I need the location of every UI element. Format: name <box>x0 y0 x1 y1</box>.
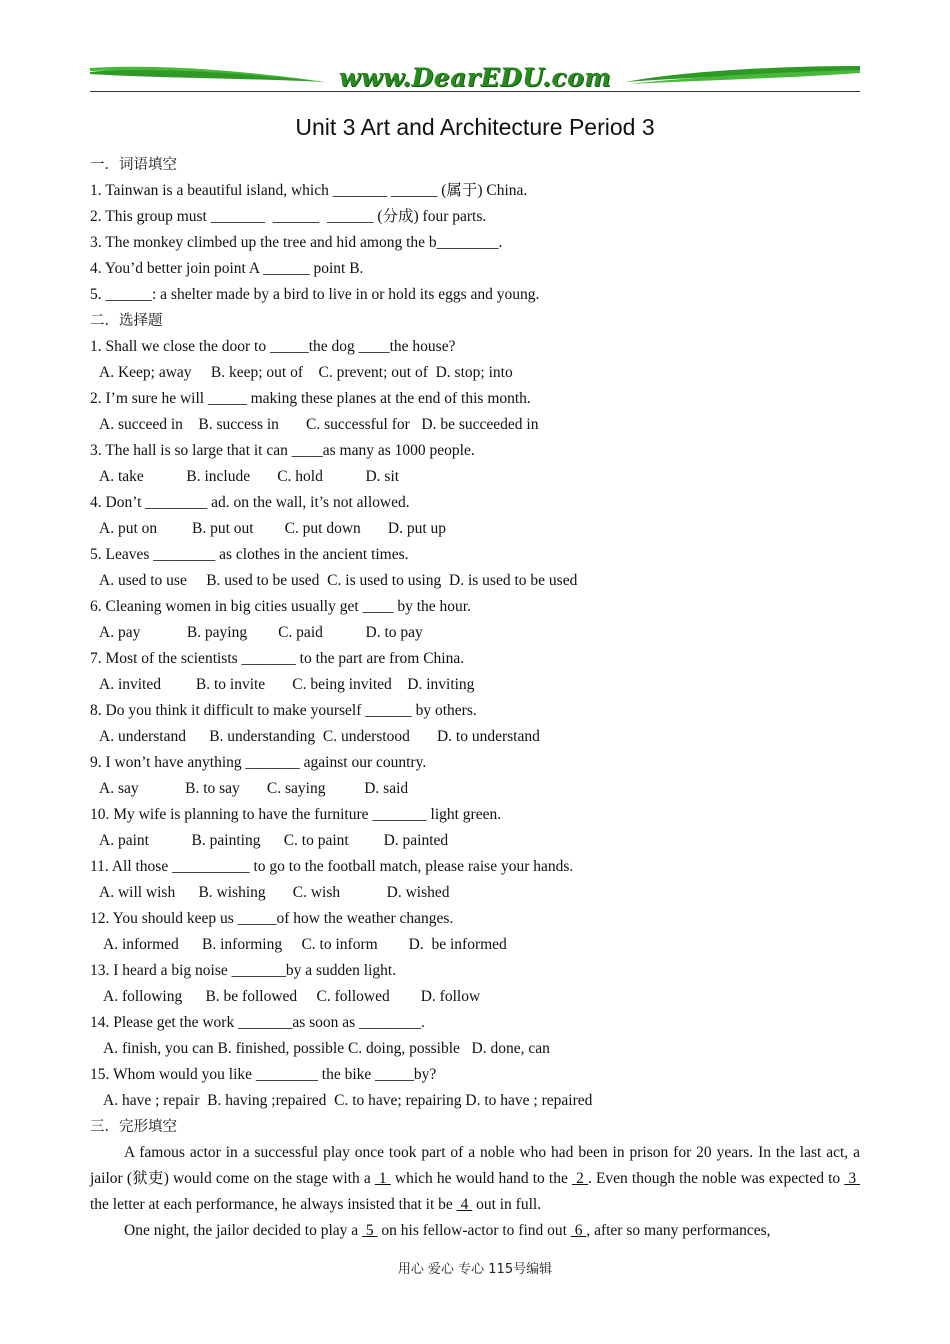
question-text: 4. Don’t ________ ad. on the wall, it’s not allowed. <box>90 494 410 511</box>
section-heading: 三．完形填空 <box>90 1119 177 1135</box>
fill-item: 5. ______: a shelter made by a bird to live in or hold its eggs and young. <box>90 286 540 303</box>
cloze-text: , after so many performances, <box>586 1222 771 1239</box>
question-options: A. pay B. paying C. paid D. to pay <box>99 624 423 641</box>
worksheet-body <box>90 152 860 1244</box>
cloze-text: . Even though the noble was expected to <box>587 1170 845 1187</box>
fill-item: 1. Tainwan is a beautiful island, which _______ ______ (属于) China. <box>90 182 528 199</box>
question-text: 11. All those __________ to go to the football match, please raise your hands. <box>90 858 574 875</box>
question-options: A. following B. be followed C. followed D. follow <box>103 988 481 1005</box>
question-text: 8. Do you think it difficult to make yourself ______ by others. <box>90 702 477 719</box>
question-options: A. finish, you can B. finished, possible C. doing, possible D. done, can <box>103 1040 550 1057</box>
question-options: A. invited B. to invite C. being invited D. inviting <box>99 676 475 693</box>
question-options: A. put on B. put out C. put down D. put up <box>99 520 447 537</box>
cloze-text: the letter at each performance, he always insisted that it be <box>90 1196 457 1213</box>
question-options: A. have ; repair B. having ;repaired C. to have; repairing D. to have ; repaired <box>103 1092 593 1109</box>
cloze-text: on his fellow-actor to find out <box>377 1222 571 1239</box>
question-text: 14. Please get the work _______as soon as ________. <box>90 1014 425 1031</box>
cloze-paragraph <box>90 1140 860 1218</box>
cloze-blank: 1 <box>374 1170 391 1187</box>
fill-item: 4. You’d better join point A ______ point B. <box>90 260 364 277</box>
cloze-text: One night, the jailor decided to play a <box>124 1222 363 1239</box>
question-options: A. take B. include C. hold D. sit <box>99 468 400 485</box>
question-options: A. informed B. informing C. to inform D. be informed <box>103 936 507 953</box>
question-options: A. say B. to say C. saying D. said <box>99 780 409 797</box>
cloze-blank: 5 <box>362 1222 378 1239</box>
section-heading: 一．词语填空 <box>90 157 177 173</box>
site-header <box>90 62 860 94</box>
question-text: 3. The hall is so large that it can ____as many as 1000 people. <box>90 442 475 459</box>
question-options: A. will wish B. wishing C. wish D. wished <box>99 884 450 901</box>
cloze-blank: 3 <box>844 1170 861 1187</box>
question-options: A. Keep; away B. keep; out of C. prevent; out of D. stop; into <box>99 364 513 381</box>
cloze-text: which he would hand to the <box>390 1170 572 1187</box>
question-options: A. succeed in B. success in C. successful for D. be succeeded in <box>99 416 539 433</box>
cloze-text: out in full. <box>472 1196 542 1213</box>
page-title: Unit 3 Art and Architecture Period 3 <box>295 114 655 140</box>
question-text: 5. Leaves ________ as clothes in the ancient times. <box>90 546 409 563</box>
fill-item: 3. The monkey climbed up the tree and hid among the b________. <box>90 234 503 251</box>
question-options: A. understand B. understanding C. understood D. to understand <box>99 728 540 745</box>
page-footer: 用心 爱心 专心 115号编辑 <box>397 1262 553 1277</box>
question-text: 6. Cleaning women in big cities usually get ____ by the hour. <box>90 598 471 615</box>
question-text: 15. Whom would you like ________ the bike _____by? <box>90 1066 437 1083</box>
question-options: A. paint B. painting C. to paint D. painted <box>99 832 449 849</box>
question-text: 7. Most of the scientists _______ to the part are from China. <box>90 650 465 667</box>
cloze-blank: 2 <box>571 1170 588 1187</box>
site-logo: www.DearEDU.com <box>338 63 612 92</box>
question-text: 2. I’m sure he will _____ making these planes at the end of this month. <box>90 390 531 407</box>
question-text: 12. You should keep us _____of how the weather changes. <box>90 910 454 927</box>
cloze-blank: 4 <box>456 1196 473 1213</box>
fill-item: 2. This group must _______ ______ ______ (分成) four parts. <box>90 208 487 225</box>
section-heading: 二．选择题 <box>90 313 163 329</box>
question-text: 9. I won’t have anything _______ against our country. <box>90 754 427 771</box>
cloze-paragraph <box>90 1218 860 1244</box>
header-divider <box>90 91 860 92</box>
cloze-blank: 6 <box>570 1222 587 1239</box>
question-text: 1. Shall we close the door to _____the dog ____the house? <box>90 338 456 355</box>
question-options: A. used to use B. used to be used C. is used to using D. is used to be used <box>99 572 578 589</box>
question-text: 13. I heard a big noise _______by a sudden light. <box>90 962 397 979</box>
question-text: 10. My wife is planning to have the furniture _______ light green. <box>90 806 502 823</box>
cloze-text: A famous actor in a successful play once took part of a noble who had been in prison for 20 years. In the last act, a jailor (狱吏) would come on the stage with a <box>90 1144 860 1187</box>
